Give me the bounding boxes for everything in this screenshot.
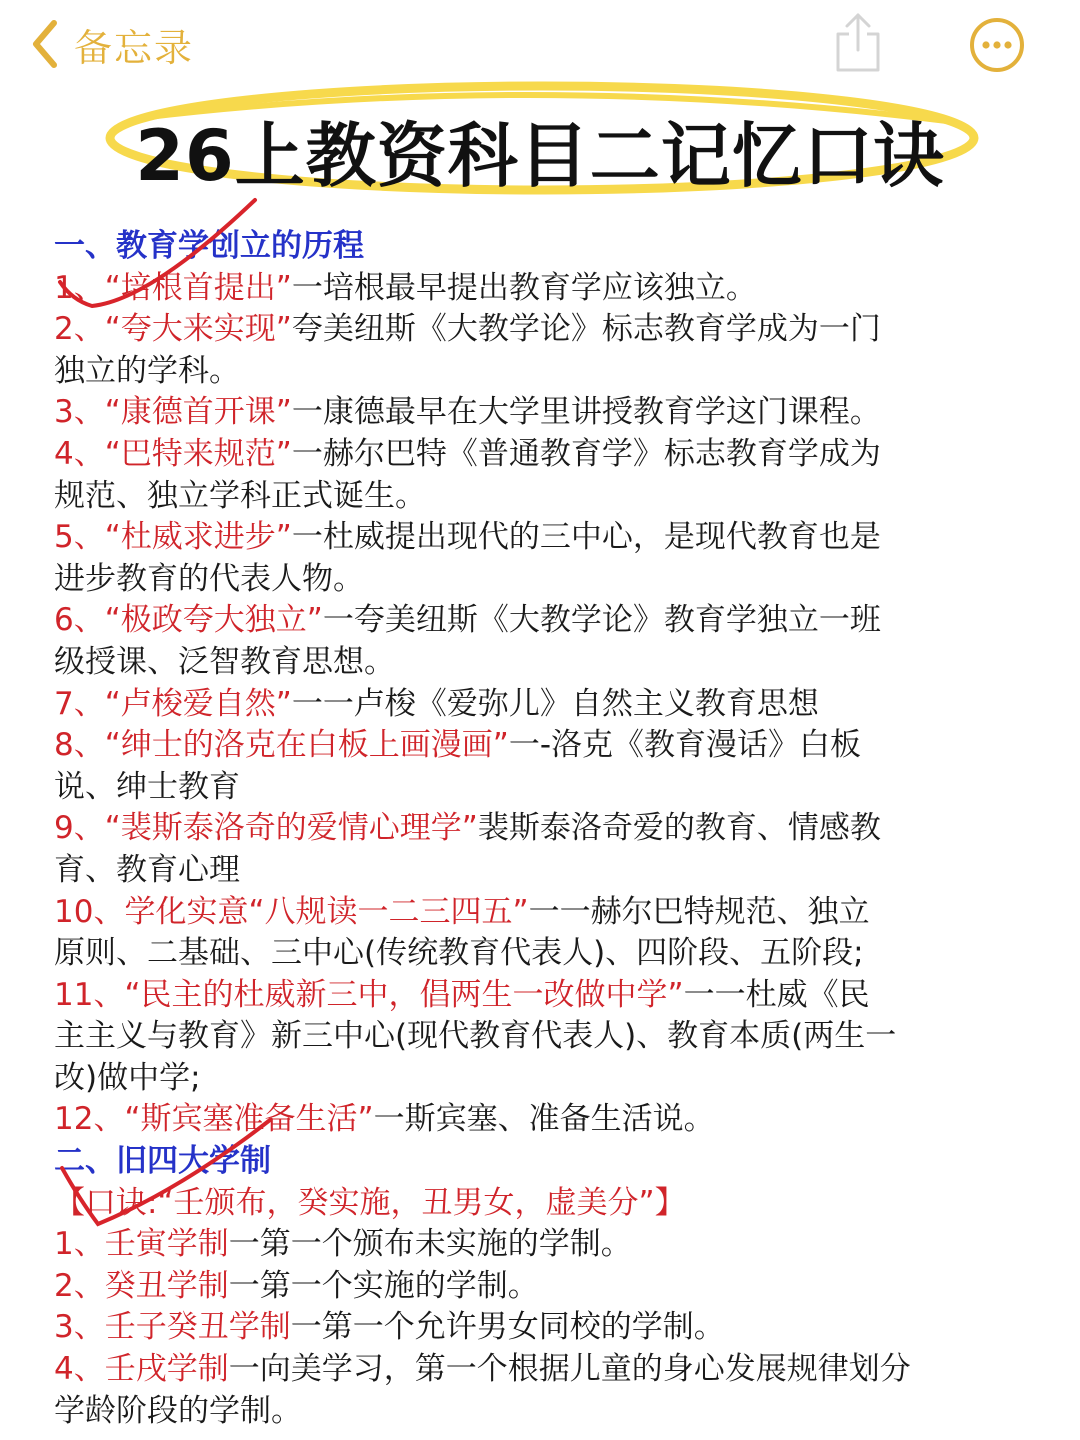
list-item-continuation: 规范、独立学科正式诞生。 bbox=[54, 477, 426, 514]
list-item-continuation: 独立的学科。 bbox=[54, 352, 240, 389]
list-item: 11、“民主的杜威新三中，倡两生一改做中学”一一杜威《民 bbox=[54, 976, 870, 1013]
list-item: 4、壬戌学制一向美学习，第一个根据儿童的身心发展规律划分 bbox=[54, 1351, 911, 1388]
more-options-button[interactable] bbox=[968, 16, 1026, 74]
list-item: 3、“康德首开课”一康德最早在大学里讲授教育学这门课程。 bbox=[54, 394, 881, 431]
list-item-continuation: 原则、二基础、三中心(传统教育代表人)、四阶段、五阶段; bbox=[54, 935, 864, 972]
list-item: 2、“夸大来实现”夸美纽斯《大教学论》标志教育学成为一门 bbox=[54, 311, 881, 348]
list-item: 10、学化实意“八规读一二三四五”一一赫尔巴特规范、独立 bbox=[54, 893, 870, 930]
list-item: 12、“斯宾塞准备生活”一斯宾塞、准备生活说。 bbox=[54, 1101, 715, 1138]
mnemonic: 【口诀:“壬颁布，癸实施，丑男女，虚美分”】 bbox=[54, 1184, 686, 1221]
page-title: 26上教资科目二记忆口诀 bbox=[135, 115, 945, 197]
list-item-continuation: 说、绅士教育 bbox=[54, 768, 240, 805]
list-item: 5、“杜威求进步”一杜威提出现代的三中心，是现代教育也是 bbox=[54, 519, 881, 556]
top-bar bbox=[0, 0, 1080, 90]
list-item: 1、“培根首提出”一培根最早提出教育学应该独立。 bbox=[54, 269, 757, 306]
list-item: 3、壬子癸丑学制一第一个允许男女同校的学制。 bbox=[54, 1309, 725, 1346]
list-item: 9、“裴斯泰洛奇的爱情心理学”裴斯泰洛奇爱的教育、情感教 bbox=[54, 810, 881, 847]
list-item-continuation: 主主义与教育》新三中心(现代教育代表人)、教育本质(两生一 bbox=[54, 1018, 897, 1055]
back-label: 备忘录 bbox=[74, 25, 195, 70]
list-item-continuation: 育、教育心理 bbox=[54, 851, 240, 888]
list-item: 7、“卢梭爱自然”一一卢梭《爱弥儿》自然主义教育思想 bbox=[54, 685, 819, 722]
share-button[interactable] bbox=[830, 10, 886, 74]
more-icon bbox=[968, 16, 1026, 74]
list-item: 8、“绅士的洛克在白板上画漫画”一-洛克《教育漫话》白板 bbox=[54, 727, 862, 764]
section-heading: 二、旧四大学制 bbox=[54, 1143, 271, 1180]
chevron-left-icon bbox=[30, 19, 60, 69]
list-item-continuation: 级授课、泛智教育思想。 bbox=[54, 643, 395, 680]
back-button[interactable] bbox=[30, 16, 194, 72]
list-item: 6、“极政夸大独立”一夸美纽斯《大教学论》教育学独立一班 bbox=[54, 602, 881, 639]
note-body bbox=[54, 226, 1024, 1432]
list-item: 1、壬寅学制一第一个颁布未实施的学制。 bbox=[54, 1226, 632, 1263]
list-item: 4、“巴特来规范”一赫尔巴特《普通教育学》标志教育学成为 bbox=[54, 435, 881, 472]
list-item-continuation: 学龄阶段的学制。 bbox=[54, 1392, 302, 1429]
list-item-continuation: 进步教育的代表人物。 bbox=[54, 560, 364, 597]
share-icon bbox=[830, 10, 886, 74]
list-item-continuation: 改)做中学; bbox=[54, 1059, 201, 1096]
title-area bbox=[0, 78, 1080, 204]
list-item: 2、癸丑学制一第一个实施的学制。 bbox=[54, 1267, 539, 1304]
section-heading: 一、教育学创立的历程 bbox=[54, 228, 364, 264]
